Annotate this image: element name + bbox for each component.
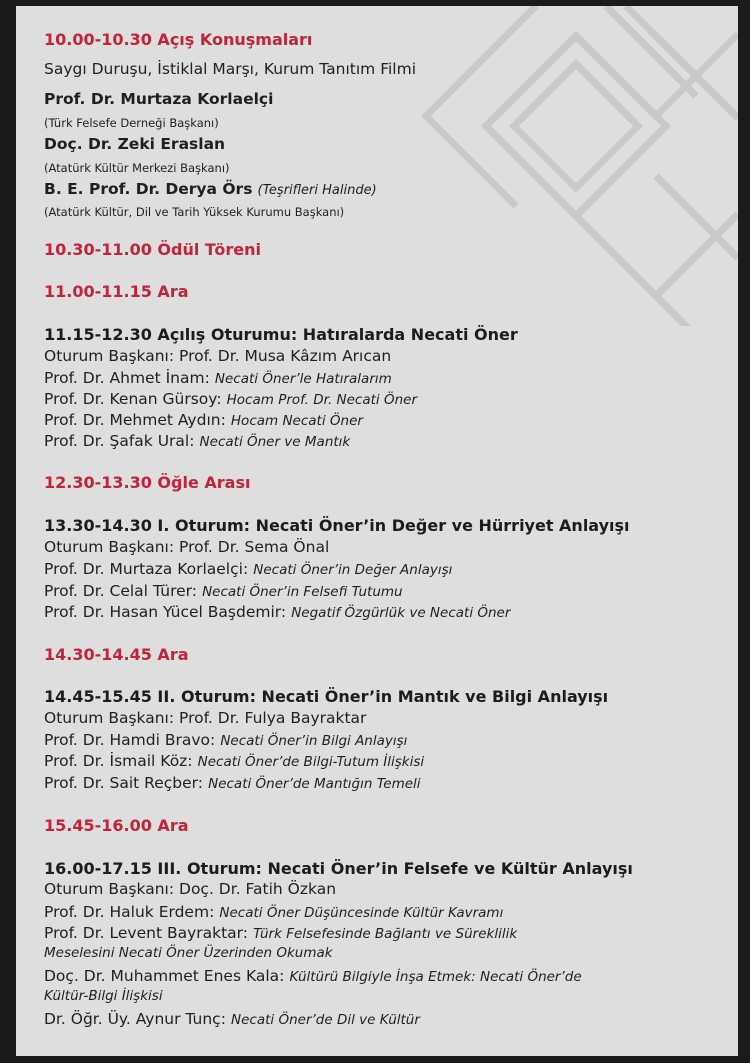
- session-chair: Oturum Başkanı: Doç. Dr. Fatih Özkan: [44, 880, 337, 898]
- talk-title: Necati Öner’in Felsefi Tutumu: [202, 584, 403, 600]
- talk-title: Necati Öner’de Mantığın Temeli: [208, 776, 421, 792]
- talk-speaker: Dr. Öğr. Üy. Aynur Tunç:: [44, 1010, 226, 1028]
- session-chair: Oturum Başkanı: Prof. Dr. Fulya Bayraktar: [44, 709, 367, 727]
- talk-title-continued: Kültür-Bilgi İlişkisi: [44, 988, 163, 1004]
- talk-row: [44, 410, 363, 429]
- talk-row: [44, 773, 421, 792]
- talk-speaker: Prof. Dr. İsmail Köz:: [44, 752, 193, 770]
- talk-title: Necati Öner’de Dil ve Kültür: [231, 1012, 420, 1028]
- opening-speaker-name: Doç. Dr. Zeki Eraslan: [44, 135, 226, 153]
- talk-title: Necati Öner’le Hatıralarım: [214, 371, 392, 387]
- talk-speaker: Prof. Dr. Mehmet Aydın:: [44, 411, 226, 429]
- talk-speaker: Prof. Dr. Celal Türer:: [44, 582, 197, 600]
- session-chair: Oturum Başkanı: Prof. Dr. Musa Kâzım Arıcan: [44, 347, 392, 365]
- session-chair: Oturum Başkanı: Prof. Dr. Sema Önal: [44, 538, 330, 556]
- talk-title: Negatif Özgürlük ve Necati Öner: [291, 605, 511, 621]
- break-time: 11.00-11.15 Ara: [44, 282, 189, 301]
- talk-title: Necati Öner’in Bilgi Anlayışı: [220, 733, 408, 749]
- talk-row: [44, 389, 417, 408]
- opening-speaker-affiliation: (Atatürk Kültür, Dil ve Tarih Yüksek Kurumu Başkanı): [44, 205, 345, 219]
- talk-speaker: Prof. Dr. Şafak Ural:: [44, 432, 195, 450]
- talk-title: Necati Öner’in Değer Anlayışı: [253, 562, 453, 578]
- talk-title: Kültürü Bilgiyle İnşa Etmek: Necati Öner’de: [289, 969, 582, 985]
- talk-row: [44, 923, 517, 942]
- opening-speaker-affiliation: (Türk Felsefe Derneği Başkanı): [44, 116, 219, 130]
- talk-speaker: Prof. Dr. Sait Reçber:: [44, 774, 203, 792]
- talk-speaker: Prof. Dr. Levent Bayraktar:: [44, 924, 248, 942]
- talk-title: Türk Felsefesinde Bağlantı ve Süreklilik: [253, 926, 518, 942]
- talk-title: Necati Öner Düşüncesinde Kültür Kavramı: [219, 905, 504, 921]
- talk-title: Hocam Prof. Dr. Necati Öner: [226, 392, 417, 408]
- talk-row: [44, 902, 503, 921]
- break-time: 15.45-16.00 Ara: [44, 816, 189, 835]
- session-title: 14.45-15.45 II. Oturum: Necati Öner’in Mantık ve Bilgi Anlayışı: [44, 687, 609, 706]
- session-title: 11.15-12.30 Açılış Oturumu: Hatıralarda Necati Öner: [44, 325, 518, 344]
- talk-title-continued: Meselesini Necati Öner Üzerinden Okumak: [44, 945, 333, 961]
- talk-row: [44, 730, 407, 749]
- talk-speaker: Prof. Dr. Hasan Yücel Başdemir:: [44, 603, 287, 621]
- talk-row: [44, 581, 403, 600]
- opening-speaker-name: Prof. Dr. Murtaza Korlaelçi: [44, 90, 274, 108]
- talk-title: Hocam Necati Öner: [230, 413, 363, 429]
- talk-row: [44, 751, 424, 770]
- talk-row: [44, 559, 452, 578]
- session-title: 16.00-17.15 III. Oturum: Necati Öner’in Felsefe ve Kültür Anlayışı: [44, 859, 633, 878]
- opening-time: 10.00-10.30 Açış Konuşmaları: [44, 30, 313, 49]
- break-time: 14.30-14.45 Ara: [44, 645, 189, 664]
- talk-row: [44, 602, 510, 621]
- opening-speaker-affiliation: (Atatürk Kültür Merkezi Başkanı): [44, 161, 230, 175]
- talk-speaker: Prof. Dr. Murtaza Korlaelçi:: [44, 560, 249, 578]
- talk-speaker: Prof. Dr. Hamdi Bravo:: [44, 731, 216, 749]
- talk-speaker: Prof. Dr. Haluk Erdem:: [44, 903, 215, 921]
- opening-speaker-row: [44, 179, 377, 198]
- lunch-break-time: 12.30-13.30 Öğle Arası: [44, 473, 251, 492]
- talk-title: Necati Öner ve Mantık: [199, 434, 351, 450]
- talk-speaker: Prof. Dr. Kenan Gürsoy:: [44, 390, 222, 408]
- opening-speaker-name: B. E. Prof. Dr. Derya Örs: [44, 180, 253, 198]
- opening-ceremony: Saygı Duruşu, İstiklal Marşı, Kurum Tanıtım Filmi: [44, 60, 416, 78]
- talk-row: [44, 368, 392, 387]
- talk-speaker: Prof. Dr. Ahmet İnam:: [44, 369, 210, 387]
- talk-speaker: Doç. Dr. Muhammet Enes Kala:: [44, 967, 285, 985]
- opening-speaker-note: (Teşrifleri Halinde): [257, 183, 377, 198]
- talk-title: Necati Öner’de Bilgi-Tutum İlişkisi: [197, 754, 425, 770]
- program-page: [16, 6, 738, 1056]
- session-title: 13.30-14.30 I. Oturum: Necati Öner’in Değer ve Hürriyet Anlayışı: [44, 516, 630, 535]
- award-ceremony-time: 10.30-11.00 Ödül Töreni: [44, 240, 261, 259]
- talk-row: [44, 966, 582, 985]
- talk-row: [44, 431, 350, 450]
- talk-row: [44, 1009, 420, 1028]
